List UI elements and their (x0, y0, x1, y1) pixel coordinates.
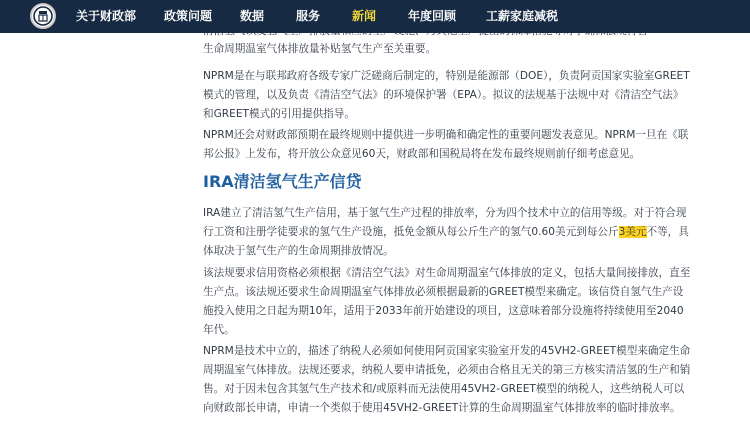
credit-levels-text-end: 不等，具体取决于氢气生产的生命周期排放情况。 (203, 226, 689, 257)
treasury-seal-logo[interactable] (30, 3, 56, 29)
nav-policy-issues[interactable]: 政策问题 (164, 9, 213, 23)
seal-icon (33, 6, 53, 26)
paragraph-lifecycle-emissions: 该法规要求信用资格必须根据《清洁空气法》对生命周期温室气体排放的定义，包括大量间接排放，直至生产点。该法规还要求生命周期温室气体排放必须根据最新的GREET模型来确定。该信贷自氢气生产设施投入使用之日起为期10年，适用于2033年前开始建设的项目，这意味着部分设施将持续使用至2040年代。 (203, 267, 691, 336)
nav-working-families-tax-cut[interactable]: 工薪家庭减税 (486, 9, 559, 23)
credit-levels-text-start: IRA建立了清洁氢气生产信用，基于氢气生产过程的排放率，分为四个技术中立的信用等级。对于符合现行工资和注册学徒要求的氢气生产设施，抵免金额从每公斤生产的氢气0.60美元到每公斤 (203, 207, 687, 238)
paragraph-0-tail: 生命周期温室气体排放量补贴氢气生产至关重要。 (203, 43, 437, 55)
highlighted-amount: 3美元 (618, 226, 647, 238)
paragraph-nprm-comments: NPRM还会对财政部预期在最终规则中提供进一步明确和确定性的重要问题发表意见。NPRM一旦在《联邦公报》上发布，将开放公众意见60天，财政部和国税局将在发布最终规则前仔细考虑意见。 (203, 129, 689, 160)
nav-news[interactable]: 新闻 (352, 9, 377, 23)
section-heading-ira-clean-hydrogen-credit: IRA清洁氢气生产信贷 (203, 172, 362, 191)
paragraph-credit-levels (203, 204, 693, 261)
nav-services[interactable]: 服务 (296, 9, 321, 23)
nav-data[interactable]: 数据 (240, 9, 265, 23)
nav-about-treasury[interactable]: 关于财政部 (76, 9, 137, 23)
paragraph-technology-neutral: NPRM是技术中立的，描述了纳税人必须如何使用阿贡国家实验室开发的45VH2-GREET模型来确定生命周期温室气体排放。法规还要求，纳税人要申请抵免，必须由合格且无关的第三方核实清洁氢的生产和销售。对于因未包含其氢气生产技术和/或原料而无法使用45VH2-GREET模型的纳税人，这些纳税人可以向财政部长申请，申请一个类似于使用45VH2-GREET计算的生命周期温室气体排放率的临时排放率。 (203, 345, 691, 414)
paragraph-nprm-consultation: NPRM是在与联邦政府各级专家广泛磋商后制定的，特别是能源部（DOE），负责阿贡国家实验室GREET模式的管理，以及负责《清洁空气法》的环境保护署（EPA）。拟议的法规基于法规中对《清洁空气法》和GREET模式的引用提供指导。 (203, 70, 690, 120)
top-navigation-bar (0, 0, 750, 33)
nav-year-in-review[interactable]: 年度回顾 (408, 9, 457, 23)
